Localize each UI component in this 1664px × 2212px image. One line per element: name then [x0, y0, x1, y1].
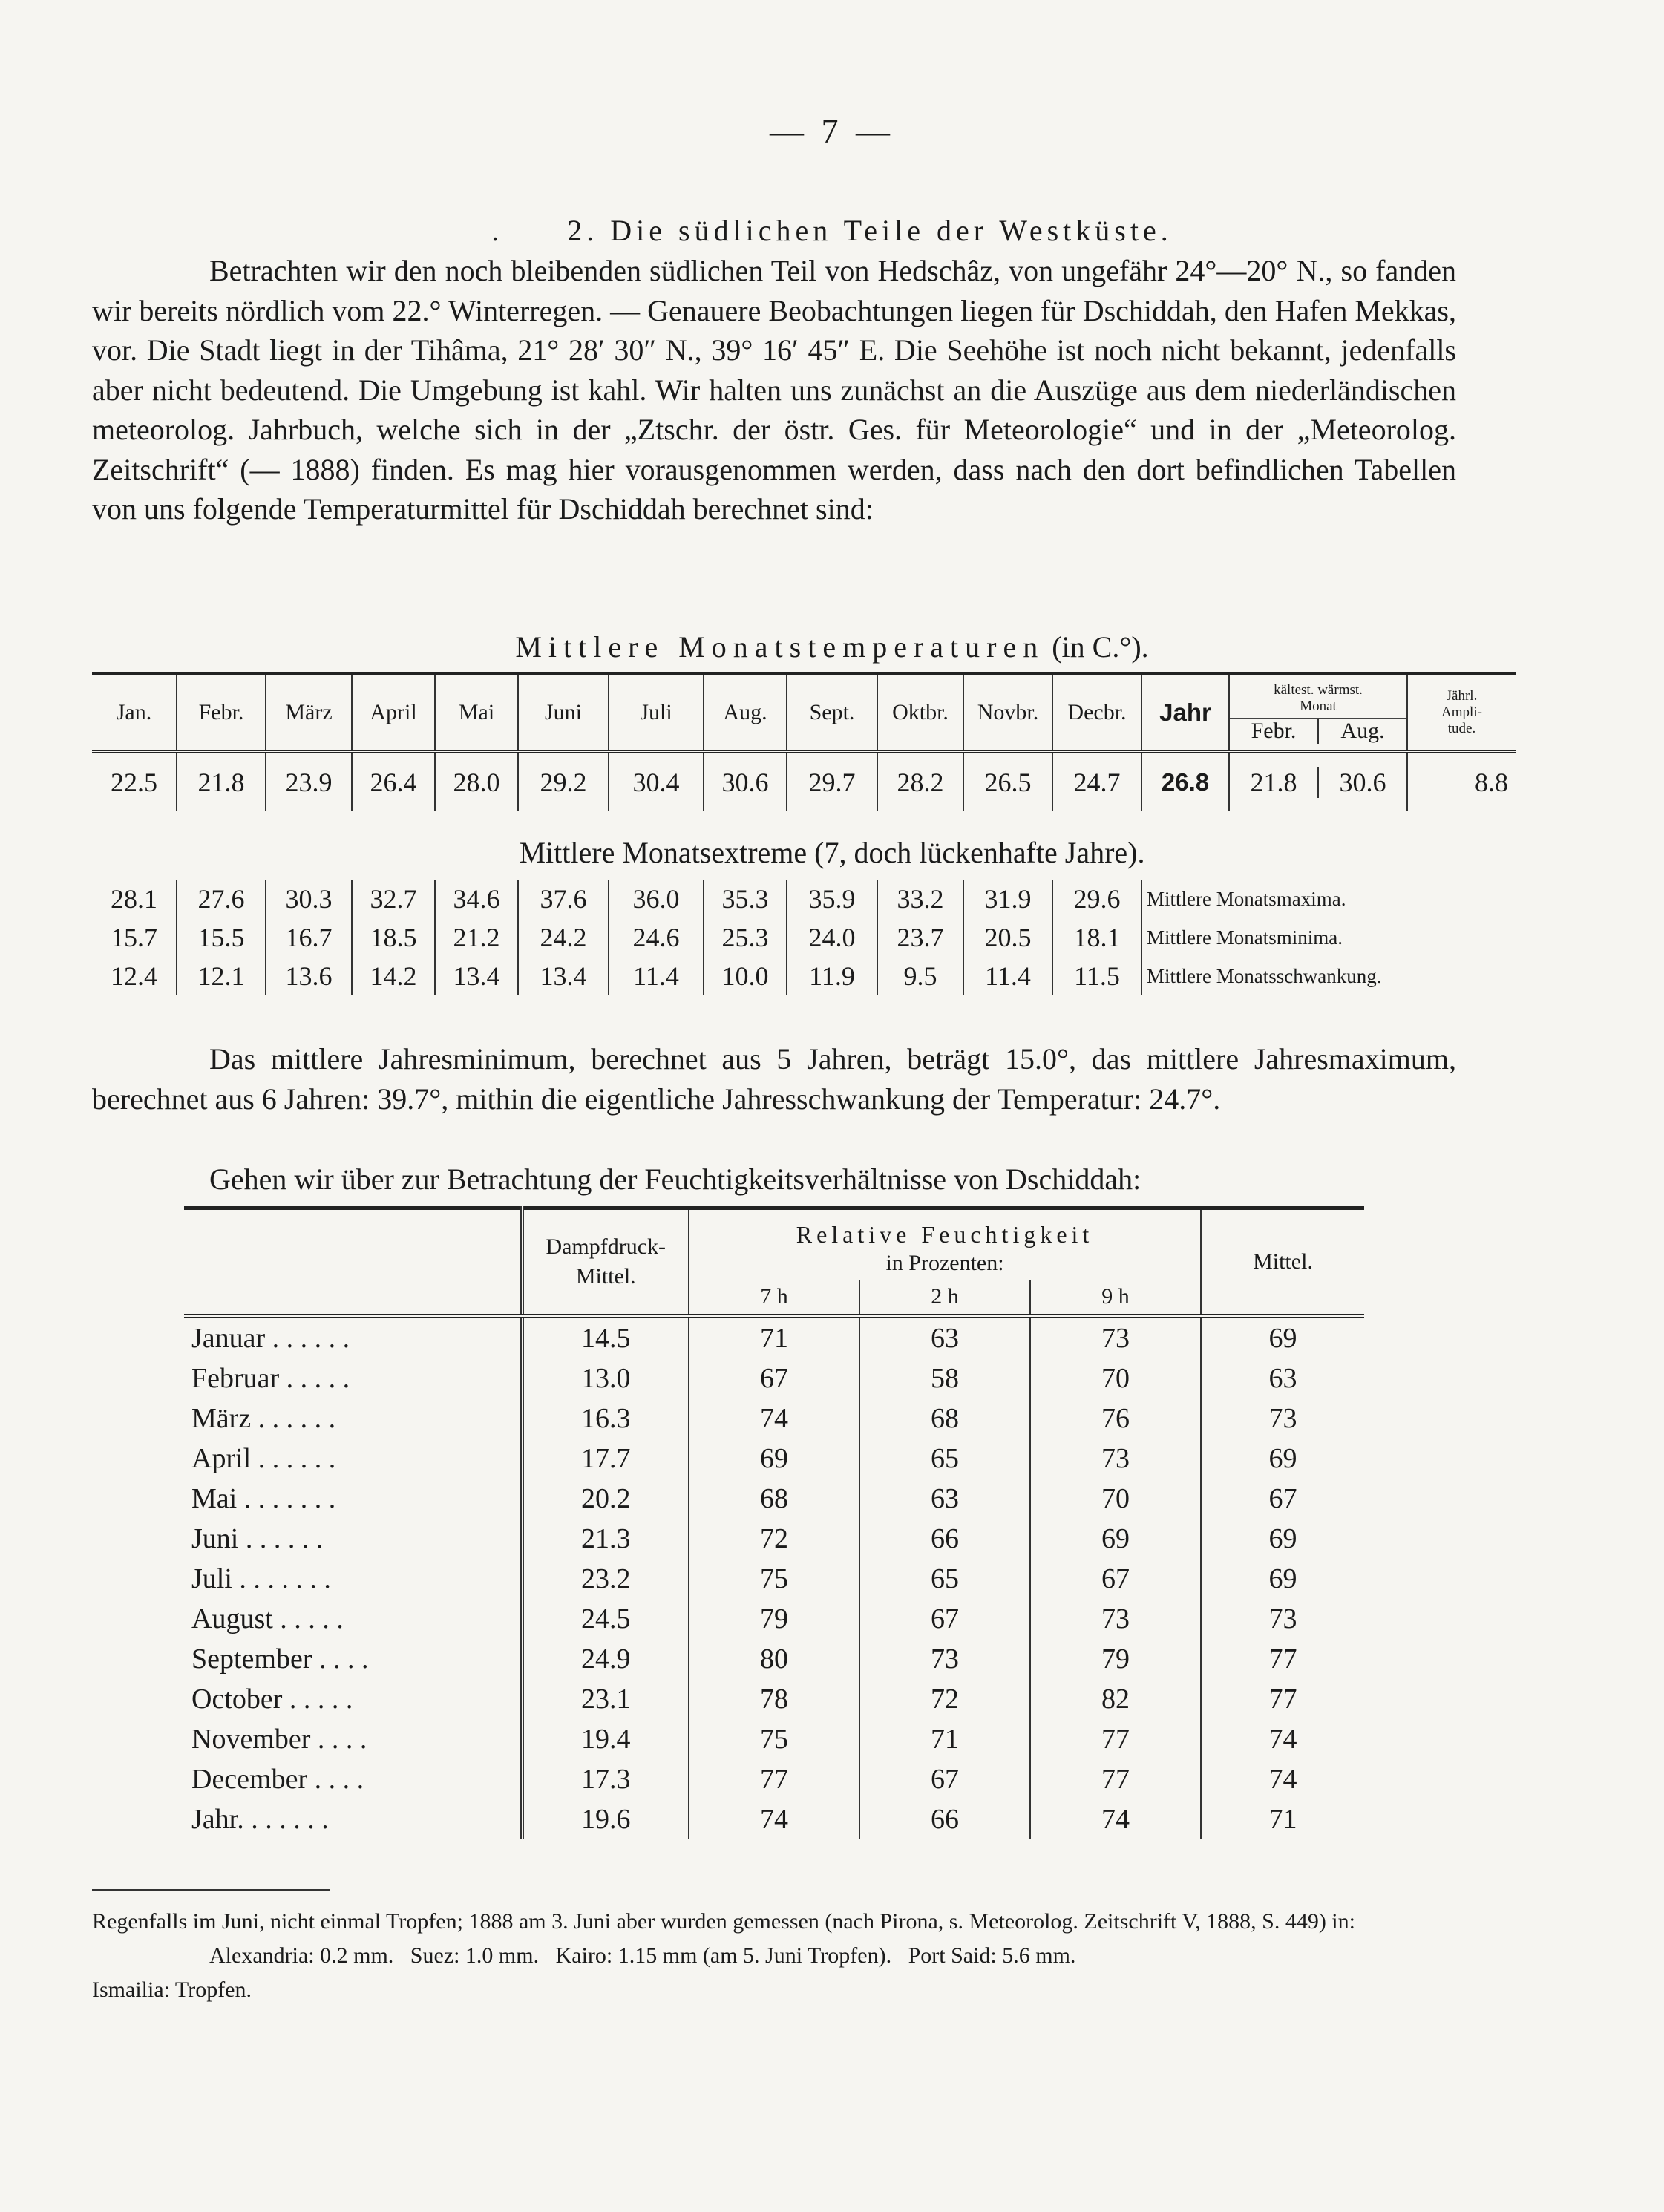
extremes-value: 21.2: [435, 918, 518, 957]
extremes-value: 10.0: [704, 957, 787, 995]
extremes-header-left: Febr.: [1230, 719, 1319, 744]
extremes-value: 11.4: [609, 957, 704, 995]
temp-extremes-pair: [1230, 767, 1406, 798]
humidity-vapor: 16.3: [522, 1398, 689, 1439]
temp-value: 23.9: [266, 752, 352, 812]
humidity-9h: 73: [1030, 1439, 1201, 1479]
humidity-9h: 82: [1030, 1679, 1201, 1719]
footnote-line2: Alexandria: 0.2 mm. Suez: 1.0 mm. Kairo: 1.15 mm (am 5. Juni Tropfen). Port Said: 5.6 mm.: [209, 1943, 1076, 1968]
footnote-line3: Ismailia: Tropfen.: [92, 1977, 252, 2002]
humidity-vapor: 19.4: [522, 1719, 689, 1759]
humidity-7h: 79: [689, 1599, 859, 1639]
humidity-row: [184, 1439, 1364, 1479]
extremes-value: 34.6: [435, 880, 518, 918]
temp-value-warmest: 30.6: [1339, 768, 1386, 797]
humidity-mean: 69: [1201, 1519, 1364, 1559]
extremes-header-top: kältest. wärmst.: [1274, 681, 1363, 698]
humidity-month: März . . . . . .: [191, 1403, 336, 1434]
humidity-2h: 68: [859, 1398, 1030, 1439]
temp-header-nov: Novbr.: [963, 674, 1052, 752]
humidity-row: [184, 1398, 1364, 1439]
humidity-2h: 65: [859, 1559, 1030, 1599]
temperature-table: [92, 672, 1508, 811]
extremes-value: 30.3: [266, 880, 352, 918]
extremes-value: 18.5: [352, 918, 435, 957]
humidity-2h: 66: [859, 1799, 1030, 1839]
humidity-2h: 72: [859, 1679, 1030, 1719]
humidity-9h: 73: [1030, 1599, 1201, 1639]
humidity-7h: 67: [689, 1358, 859, 1398]
humidity-mean: 74: [1201, 1719, 1364, 1759]
humidity-header-row: [184, 1208, 1364, 1280]
extremes-row-label: Mittlere Monatsmaxima.: [1141, 880, 1516, 918]
footnote-rule: [92, 1889, 330, 1891]
humidity-2h: 71: [859, 1719, 1030, 1759]
extremes-value: 11.5: [1052, 957, 1141, 995]
temp-header-dec: Decbr.: [1052, 674, 1141, 752]
humidity-header-month: [184, 1208, 522, 1317]
temp-header-aug: Aug.: [704, 674, 787, 752]
temp-value-amplitude: 8.8: [1407, 752, 1516, 812]
humidity-9h: 69: [1030, 1519, 1201, 1559]
humidity-month: Januar . . . . . .: [191, 1323, 350, 1354]
temp-header-row: [92, 674, 1516, 752]
temp-header-may: Mai: [435, 674, 518, 752]
humidity-header-2h: 2 h: [859, 1280, 1030, 1316]
intro-paragraph-text: Betrachten wir den noch bleibenden südlichen Teil von Hedschâz, von ungefähr 24°—20° N., so fanden wir bereits nördlich vom 22.° Winterregen. — Genauere Beobachtungen liegen für Dschiddah, den Hafen Mekkas, vor. Die Stadt liegt in der Tihâma, 21° 28′ 30″ N., 39° 16′ 45″ E. Die Seehöhe ist noch nicht bekannt, jedenfalls aber nicht bedeutend. Die Umgebung ist kahl. Wir halten uns zunächst an die Auszüge aus dem niederländischen meteorolog. Jahrbuch, welche sich in der „Ztschr. der östr. Ges. für Meteorologie“ und in der „Meteorolog. Zeitschrift“ (— 1888) finden. Es mag hier vorausgenommen werden, dass nach den dort befindlichen Tabellen von uns folgende Temperaturmittel für Dschiddah berechnet sind:: [92, 254, 1456, 526]
temp-caption-rest: (in C.°).: [1052, 630, 1149, 664]
humidity-2h: 67: [859, 1599, 1030, 1639]
humidity-month: Juli . . . . . . .: [191, 1563, 331, 1594]
extremes-value: 13.4: [518, 957, 609, 995]
humidity-mean: 69: [1201, 1559, 1364, 1599]
humidity-7h: 74: [689, 1799, 859, 1839]
humidity-9h: 77: [1030, 1759, 1201, 1799]
extremes-value: 11.9: [787, 957, 877, 995]
temp-header-extremes: [1229, 674, 1407, 752]
humidity-vapor: 24.9: [522, 1639, 689, 1679]
humidity-7h: 80: [689, 1639, 859, 1679]
humidity-table: [184, 1206, 1364, 1839]
temp-header-year: Jahr: [1141, 674, 1229, 752]
humidity-month: August . . . . .: [191, 1603, 344, 1635]
extremes-value: 24.6: [609, 918, 704, 957]
temp-header-apr: April: [352, 674, 435, 752]
humidity-row: [184, 1479, 1364, 1519]
temp-header-feb: Febr.: [177, 674, 266, 752]
extremes-value: 9.5: [877, 957, 963, 995]
extremes-value: 33.2: [877, 880, 963, 918]
temp-caption-spaced: Mittlere Monatstemperaturen: [515, 630, 1045, 664]
amplitude-header-1: Jährl.: [1446, 688, 1478, 704]
humidity-7h: 75: [689, 1559, 859, 1599]
humidity-header-9h: 9 h: [1030, 1280, 1201, 1316]
extremes-value: 12.4: [111, 961, 157, 991]
humidity-row: [184, 1679, 1364, 1719]
humidity-vapor: 17.7: [522, 1439, 689, 1479]
humidity-7h: 75: [689, 1719, 859, 1759]
section-title-text: 2. Die südlichen Teile der Westküste.: [567, 214, 1173, 247]
extremes-value: 28.1: [111, 884, 157, 914]
humidity-2h: 63: [859, 1316, 1030, 1358]
extremes-value: 14.2: [352, 957, 435, 995]
extremes-value: 25.3: [704, 918, 787, 957]
extremes-caption: Mittlere Monatsextreme (7, doch lückenhafte Jahre).: [519, 836, 1145, 869]
humidity-7h: 78: [689, 1679, 859, 1719]
humidity-row: [184, 1358, 1364, 1398]
paragraph-annual-extremes: [92, 1039, 1456, 1119]
extremes-value: 23.7: [877, 918, 963, 957]
extremes-value: 35.9: [787, 880, 877, 918]
humidity-7h: 69: [689, 1439, 859, 1479]
extremes-subheader: [1230, 718, 1406, 744]
extremes-value: 15.7: [111, 923, 157, 952]
extremes-value: 36.0: [609, 880, 704, 918]
humidity-vapor: 19.6: [522, 1799, 689, 1839]
paragraph-humidity-intro-text: Gehen wir über zur Betrachtung der Feuchtigkeitsverhältnisse von Dschiddah:: [209, 1162, 1141, 1196]
amplitude-header-2: Ampli-: [1441, 704, 1482, 720]
humidity-7h: 71: [689, 1316, 859, 1358]
temp-header-oct: Oktbr.: [877, 674, 963, 752]
temp-value: 24.7: [1052, 752, 1141, 812]
humidity-7h: 68: [689, 1479, 859, 1519]
section-dot: .: [491, 214, 504, 247]
extremes-value: 24.0: [787, 918, 877, 957]
humidity-month: September . . . .: [191, 1643, 369, 1675]
temp-value: 28.2: [877, 752, 963, 812]
humidity-9h: 79: [1030, 1639, 1201, 1679]
humidity-month: April . . . . . .: [191, 1443, 336, 1474]
extremes-value: 20.5: [963, 918, 1052, 957]
humidity-header-vapor: [522, 1208, 689, 1317]
extremes-value: 11.4: [963, 957, 1052, 995]
extremes-value: 24.2: [518, 918, 609, 957]
humidity-mean: 77: [1201, 1639, 1364, 1679]
temp-value-coldest: 21.8: [1230, 767, 1319, 798]
extremes-row-label: Mittlere Monatsminima.: [1141, 918, 1516, 957]
extremes-value: 37.6: [518, 880, 609, 918]
humidity-month: Mai . . . . . . .: [191, 1483, 336, 1514]
humidity-month: Juni . . . . . .: [191, 1523, 324, 1554]
humidity-vapor: 17.3: [522, 1759, 689, 1799]
extremes-table: [92, 880, 1456, 995]
extremes-value: 13.6: [266, 957, 352, 995]
extremes-value: 15.5: [177, 918, 266, 957]
extremes-row-max: [92, 880, 1516, 918]
humidity-2h: 63: [859, 1479, 1030, 1519]
extremes-header-mid: Monat: [1300, 698, 1337, 714]
humidity-2h: 67: [859, 1759, 1030, 1799]
humidity-vapor: 24.5: [522, 1599, 689, 1639]
extremes-value: 32.7: [352, 880, 435, 918]
humidity-2h: 73: [859, 1639, 1030, 1679]
temp-value: 28.0: [435, 752, 518, 812]
page-number: — 7 —: [770, 112, 894, 150]
paragraph-annual-extremes-text: Das mittlere Jahresminimum, berechnet aus 5 Jahren, beträgt 15.0°, das mittlere Jahresmaximum, berechnet aus 6 Jahren: 39.7°, mithin die eigentliche Jahresschwankung der Temperatur: 24.7°.: [92, 1042, 1456, 1116]
relative-header-line2: in Prozenten:: [885, 1250, 1004, 1275]
extremes-value: 35.3: [704, 880, 787, 918]
temp-values-row: [92, 752, 1516, 812]
humidity-mean: 74: [1201, 1759, 1364, 1799]
extremes-value: 27.6: [177, 880, 266, 918]
humidity-9h: 76: [1030, 1398, 1201, 1439]
humidity-mean: 69: [1201, 1316, 1364, 1358]
humidity-row: [184, 1559, 1364, 1599]
footnote-line1: Regenfalls im Juni, nicht einmal Tropfen; 1888 am 3. Juni aber wurden gemessen (nach Pirona, s. Meteorolog. Zeitschrift V, 1888, S. 449) in:: [92, 1909, 1355, 1934]
humidity-7h: 77: [689, 1759, 859, 1799]
temp-value: 30.6: [704, 752, 787, 812]
temp-header-sep: Sept.: [787, 674, 877, 752]
section-title: [0, 213, 1664, 248]
temp-header-amplitude: [1407, 674, 1516, 752]
temp-table-caption: [0, 629, 1664, 664]
temp-value: 22.5: [111, 768, 157, 797]
extremes-row-range: [92, 957, 1516, 995]
temp-header-mar: März: [266, 674, 352, 752]
temp-value-extremes: [1229, 752, 1407, 812]
extremes-header-right: Aug.: [1340, 718, 1385, 743]
intro-paragraph: [92, 251, 1456, 529]
humidity-header-relative: [689, 1208, 1201, 1280]
amplitude-header-3: tude.: [1447, 721, 1476, 736]
humidity-vapor: 23.1: [522, 1679, 689, 1719]
temp-value: 30.4: [609, 752, 704, 812]
humidity-month: November . . . .: [191, 1724, 367, 1755]
humidity-vapor: 23.2: [522, 1559, 689, 1599]
humidity-mean: 69: [1201, 1439, 1364, 1479]
extremes-value: 16.7: [266, 918, 352, 957]
extremes-value: 29.6: [1052, 880, 1141, 918]
humidity-mean: 67: [1201, 1479, 1364, 1519]
humidity-vapor: 14.5: [522, 1316, 689, 1358]
humidity-month: Februar . . . . .: [191, 1363, 350, 1394]
humidity-row: [184, 1316, 1364, 1358]
extremes-value: 13.4: [435, 957, 518, 995]
extremes-row-label: Mittlere Monatsschwankung.: [1141, 957, 1516, 995]
humidity-header-mean: Mittel.: [1201, 1208, 1364, 1317]
vapor-header-line1: Dampfdruck-: [546, 1234, 666, 1259]
humidity-vapor: 13.0: [522, 1358, 689, 1398]
extremes-value: 31.9: [963, 880, 1052, 918]
humidity-vapor: 20.2: [522, 1479, 689, 1519]
temp-header-jul: Juli: [609, 674, 704, 752]
humidity-vapor: 21.3: [522, 1519, 689, 1559]
humidity-mean: 71: [1201, 1799, 1364, 1839]
humidity-7h: 72: [689, 1519, 859, 1559]
temp-header-jan: Jan.: [116, 700, 152, 724]
temp-value: 29.2: [518, 752, 609, 812]
humidity-2h: 66: [859, 1519, 1030, 1559]
temp-value: 29.7: [787, 752, 877, 812]
humidity-9h: 70: [1030, 1479, 1201, 1519]
humidity-row: [184, 1599, 1364, 1639]
extremes-row-min: [92, 918, 1516, 957]
extremes-value: 18.1: [1052, 918, 1141, 957]
humidity-row: [184, 1759, 1364, 1799]
extremes-value: 12.1: [177, 957, 266, 995]
temp-value: 21.8: [177, 752, 266, 812]
humidity-9h: 67: [1030, 1559, 1201, 1599]
temp-value: 26.5: [963, 752, 1052, 812]
humidity-9h: 73: [1030, 1316, 1201, 1358]
humidity-mean: 73: [1201, 1599, 1364, 1639]
humidity-row: [184, 1639, 1364, 1679]
humidity-9h: 77: [1030, 1719, 1201, 1759]
humidity-row: [184, 1799, 1364, 1839]
temp-value-year: 26.8: [1141, 752, 1229, 812]
humidity-row: [184, 1519, 1364, 1559]
humidity-row: [184, 1719, 1364, 1759]
humidity-month: Jahr. . . . . . .: [191, 1804, 329, 1835]
footnote: [92, 1905, 1456, 2007]
humidity-2h: 65: [859, 1439, 1030, 1479]
vapor-header-line2: Mittel.: [575, 1264, 636, 1289]
temp-value: 26.4: [352, 752, 435, 812]
humidity-7h: 74: [689, 1398, 859, 1439]
humidity-mean: 73: [1201, 1398, 1364, 1439]
humidity-month: October . . . . .: [191, 1683, 353, 1715]
humidity-9h: 70: [1030, 1358, 1201, 1398]
humidity-9h: 74: [1030, 1799, 1201, 1839]
paragraph-humidity-intro: [92, 1159, 1456, 1200]
humidity-mean: 63: [1201, 1358, 1364, 1398]
humidity-mean: 77: [1201, 1679, 1364, 1719]
temp-header-jun: Juni: [518, 674, 609, 752]
humidity-2h: 58: [859, 1358, 1030, 1398]
humidity-month: December . . . .: [191, 1764, 364, 1795]
relative-header-line1: Relative Feuchtigkeit: [796, 1220, 1094, 1248]
humidity-header-7h: 7 h: [689, 1280, 859, 1316]
